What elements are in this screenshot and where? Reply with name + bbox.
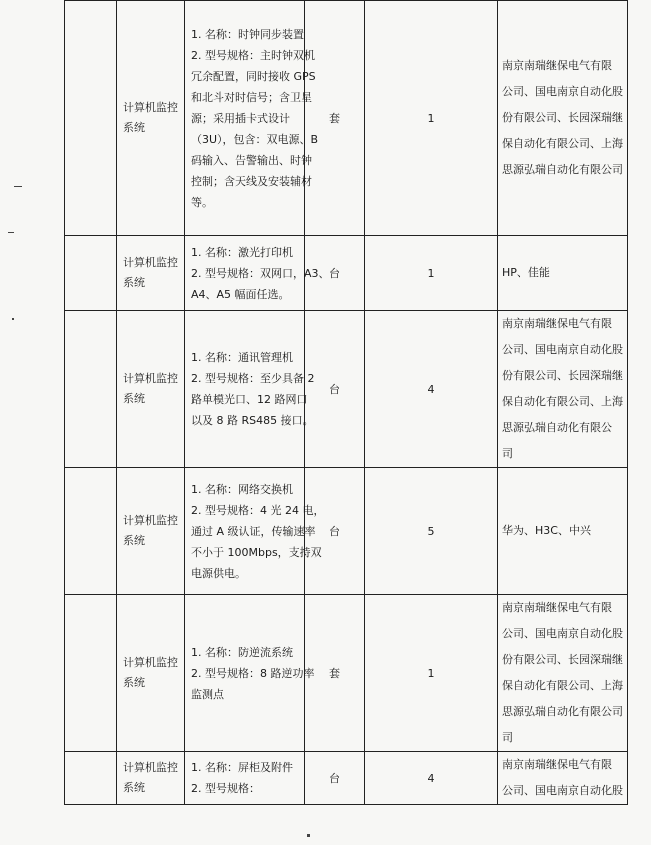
system-cell <box>117 752 185 805</box>
table-row <box>65 1 628 236</box>
system-line: 计算机监控 <box>123 256 178 269</box>
system-line: 系统 <box>123 781 145 794</box>
system-line: 系统 <box>123 676 145 689</box>
supplier-line: 份有限公司、长园深瑞继 <box>502 111 623 124</box>
system-line: 计算机监控 <box>123 101 178 114</box>
system-line: 计算机监控 <box>123 656 178 669</box>
system-cell <box>117 468 185 595</box>
table-row <box>65 236 628 311</box>
description-cell <box>185 595 315 752</box>
quantity-cell: 1 <box>365 1 498 236</box>
supplier-cell <box>498 1 628 236</box>
description-cell <box>185 468 325 595</box>
supplier-line: 份有限公司、长园深瑞继 <box>502 653 623 666</box>
quantity-cell: 4 <box>365 311 498 468</box>
blank-cell <box>65 236 117 311</box>
supplier-cell <box>498 468 628 595</box>
supplier-line: 南京南瑞继保电气有限 <box>502 317 612 330</box>
description-cell <box>185 752 305 805</box>
table-row <box>65 311 628 468</box>
unit-cell: 台 <box>305 752 365 805</box>
description-line: 2. 型号规格：双网口，A3、 <box>191 266 330 280</box>
description-line: 通过 A 级认证，传输速率 <box>191 524 316 538</box>
blank-cell <box>65 468 117 595</box>
supplier-line: 南京南瑞继保电气有限 <box>502 59 612 72</box>
system-line: 计算机监控 <box>123 514 178 527</box>
system-line: 计算机监控 <box>123 372 178 385</box>
unit-cell: 套 <box>305 595 365 752</box>
supplier-cell <box>498 236 628 311</box>
supplier-line: 思源弘瑞自动化有限公司 <box>502 705 623 718</box>
supplier-line: 公司、国电南京自动化股 <box>502 627 623 640</box>
supplier-line: 份有限公司、长园深瑞继 <box>502 369 623 382</box>
system-line: 系统 <box>123 392 145 405</box>
supplier-cell <box>498 752 628 805</box>
description-line: 路单模光口、12 路网口 <box>191 393 308 406</box>
system-line: 系统 <box>123 121 145 134</box>
unit-cell: 台 <box>305 236 365 311</box>
equipment-spec-table <box>64 0 628 805</box>
supplier-line: 公司、国电南京自动化股 <box>502 784 623 797</box>
supplier-cell <box>498 595 628 752</box>
description-cell <box>185 1 319 236</box>
supplier-line: 公司、国电南京自动化股 <box>502 85 623 98</box>
description-cell <box>185 236 330 311</box>
description-line: 2. 型号规格：主时钟双机 <box>191 48 315 62</box>
description-line: 1. 名称：通讯管理机 <box>191 351 293 364</box>
supplier-line: 思源弘瑞自动化有限公司 <box>502 163 623 176</box>
description-line: 1. 名称：防逆流系统 <box>191 645 293 659</box>
description-line: 码输入、告警输出、时钟 <box>191 153 312 167</box>
system-line: 系统 <box>123 534 145 547</box>
description-line: 监测点 <box>191 687 224 701</box>
supplier-cell <box>498 311 628 468</box>
description-line: 2. 型号规格：8 路逆功率 <box>191 666 315 680</box>
supplier-line: 思源弘瑞自动化有限公 <box>502 421 612 434</box>
supplier-line: 司 <box>502 731 513 744</box>
description-line: 不小于 100Mbps，支持双 <box>191 545 322 559</box>
description-line: 控制；含天线及安装辅材 <box>191 174 312 188</box>
supplier-line: 保自动化有限公司、上海 <box>502 137 623 150</box>
blank-cell <box>65 752 117 805</box>
unit-cell: 台 <box>305 311 365 468</box>
description-line: 1. 名称：时钟同步装置 <box>191 27 304 41</box>
table-row <box>65 595 628 752</box>
system-cell <box>117 595 185 752</box>
description-line: 1. 名称：屏柜及附件 <box>191 761 293 774</box>
description-line: 和北斗对时信号；含卫星 <box>191 90 312 104</box>
unit-cell: 套 <box>305 1 365 236</box>
description-line: 2. 型号规格： <box>191 782 260 795</box>
system-cell <box>117 1 185 236</box>
supplier-line: 保自动化有限公司、上海 <box>502 679 623 692</box>
supplier-line: HP、佳能 <box>502 266 550 279</box>
supplier-line: 南京南瑞继保电气有限 <box>502 758 612 771</box>
quantity-cell: 1 <box>365 236 498 311</box>
quantity-cell: 5 <box>365 468 498 595</box>
blank-cell <box>65 311 117 468</box>
system-cell <box>117 311 185 468</box>
description-line: 电源供电。 <box>191 566 246 580</box>
blank-cell <box>65 1 117 236</box>
quantity-cell: 1 <box>365 595 498 752</box>
supplier-line: 司 <box>502 447 513 460</box>
description-line: 冗余配置，同时接收 GPS <box>191 69 316 83</box>
supplier-line: 南京南瑞继保电气有限 <box>502 601 612 614</box>
blank-cell <box>65 595 117 752</box>
description-line: A4、A5 幅面任选。 <box>191 287 290 301</box>
unit-cell: 台 <box>305 468 365 595</box>
system-line: 系统 <box>123 276 145 289</box>
supplier-line: 公司、国电南京自动化股 <box>502 343 623 356</box>
system-cell <box>117 236 185 311</box>
system-line: 计算机监控 <box>123 761 178 774</box>
description-line: 1. 名称：网络交换机 <box>191 482 293 496</box>
supplier-line: 保自动化有限公司、上海 <box>502 395 623 408</box>
description-line: 源；采用插卡式设计 <box>191 111 290 125</box>
description-line: （3U），包含：双电源、B <box>191 132 319 146</box>
description-line: 以及 8 路 RS485 接口。 <box>191 414 314 427</box>
quantity-cell: 4 <box>365 752 498 805</box>
description-cell <box>185 311 315 468</box>
supplier-line: 华为、H3C、中兴 <box>502 524 591 537</box>
table-row <box>65 752 628 805</box>
table-row <box>65 468 628 595</box>
description-line: 等。 <box>191 195 213 209</box>
description-line: 2. 型号规格：4 光 24 电， <box>191 503 325 517</box>
description-line: 2. 型号规格：至少具备 2 <box>191 372 315 385</box>
description-line: 1. 名称：激光打印机 <box>191 245 293 259</box>
